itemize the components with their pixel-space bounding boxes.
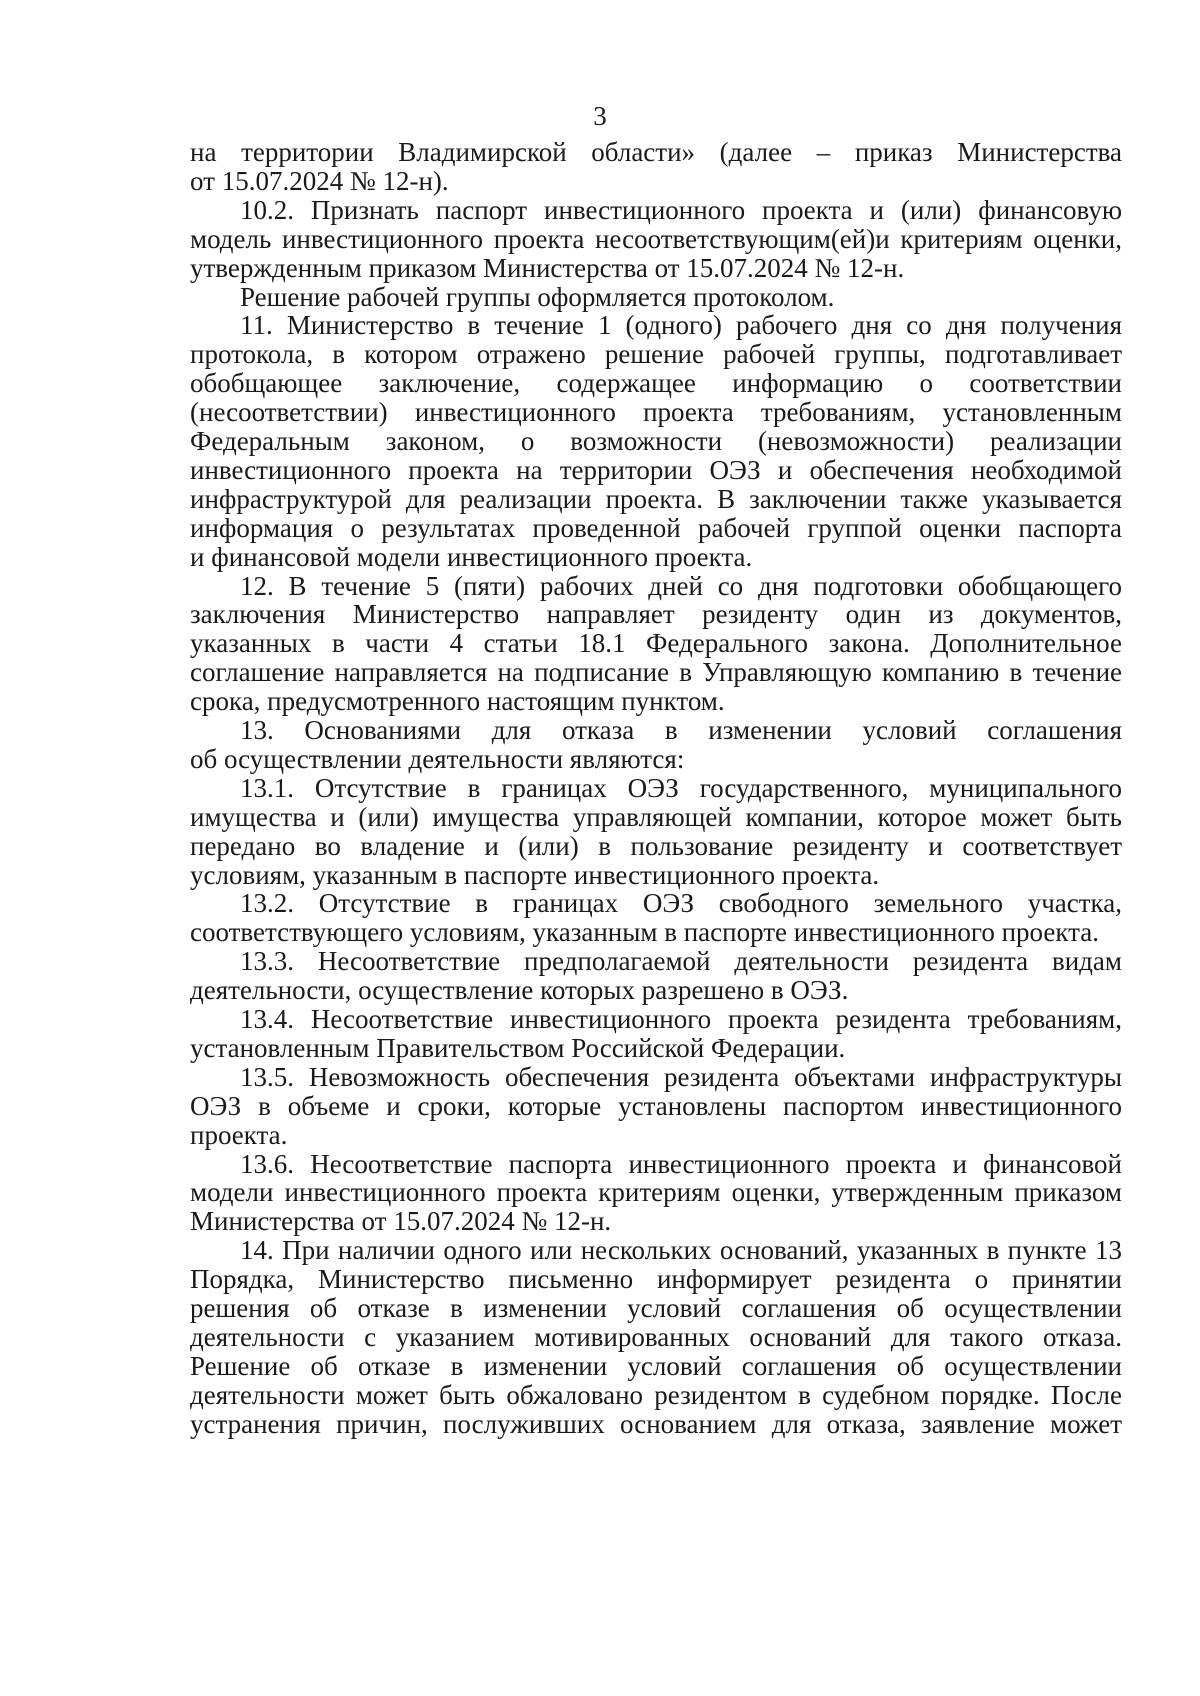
- text-line: информация о результатах проведенной рабочей группой оценки паспорта: [190, 513, 1122, 543]
- text-line: Порядка, Министерство письменно информирует резидента о принятии: [190, 1264, 1122, 1294]
- text-line: на территории Владимирской области» (далее – приказ Министерства: [190, 137, 1122, 167]
- text-line: Решение об отказе в изменении условий соглашения об осуществлении: [190, 1351, 1122, 1381]
- text-line: 13. Основаниями для отказа в изменении условий соглашения: [240, 715, 1122, 745]
- text-line: 10.2. Признать паспорт инвестиционного проекта и (или) финансовую: [240, 195, 1122, 225]
- text-line: проекта.: [190, 1120, 288, 1150]
- text-line: указанных в части 4 статьи 18.1 Федерального закона. Дополнительное: [190, 628, 1122, 658]
- text-line: инвестиционного проекта на территории ОЭЗ и обеспечения необходимой: [190, 455, 1122, 485]
- text-line: Министерства от 15.07.2024 № 12-н.: [190, 1206, 612, 1236]
- text-line: 11. Министерство в течение 1 (одного) рабочего дня со дня получения: [240, 310, 1122, 340]
- text-line: инфраструктурой для реализации проекта. В заключении также указывается: [190, 484, 1122, 514]
- text-line: обобщающее заключение, содержащее информацию о соответствии: [190, 368, 1122, 398]
- text-line: 13.5. Невозможность обеспечения резидента объектами инфраструктуры: [240, 1062, 1122, 1092]
- text-line: 12. В течение 5 (пяти) рабочих дней со дня подготовки обобщающего: [240, 571, 1122, 601]
- text-line: передано во владение и (или) в пользование резиденту и соответствует: [190, 831, 1122, 861]
- text-line: имущества и (или) имущества управляющей компании, которое может быть: [190, 802, 1122, 832]
- text-line: об осуществлении деятельности являются:: [190, 744, 685, 774]
- text-line: деятельности, осуществление которых разрешено в ОЭЗ.: [190, 975, 849, 1005]
- text-line: (несоответствии) инвестиционного проекта требованиям, установленным: [190, 397, 1122, 427]
- text-line: протокола, в котором отражено решение рабочей группы, подготавливает: [190, 339, 1122, 369]
- text-line: ОЭЗ в объеме и сроки, которые установлены паспортом инвестиционного: [190, 1091, 1122, 1121]
- text-line: деятельности с указанием мотивированных оснований для такого отказа.: [190, 1322, 1122, 1352]
- text-line: заключения Министерство направляет резиденту один из документов,: [190, 599, 1122, 629]
- text-line: устранения причин, послуживших основанием для отказа, заявление может: [190, 1409, 1122, 1439]
- text-line: 13.2. Отсутствие в границах ОЭЗ свободного земельного участка,: [240, 888, 1122, 918]
- text-line: установленным Правительством Российской Федерации.: [190, 1033, 846, 1063]
- text-line: соглашение направляется на подписание в Управляющую компанию в течение: [190, 657, 1122, 687]
- page-number: 3: [593, 101, 607, 131]
- text-line: деятельности может быть обжаловано резидентом в судебном порядке. После: [190, 1380, 1122, 1410]
- text-line: 13.3. Несоответствие предполагаемой деятельности резидента видам: [240, 946, 1122, 976]
- text-line: утвержденным приказом Министерства от 15.07.2024 № 12-н.: [190, 253, 905, 283]
- text-line: модели инвестиционного проекта критериям оценки, утвержденным приказом: [190, 1177, 1122, 1207]
- text-line: условиям, указанным в паспорте инвестиционного проекта.: [190, 860, 880, 890]
- text-line: 13.6. Несоответствие паспорта инвестиционного проекта и финансовой: [240, 1149, 1122, 1179]
- text-line: и финансовой модели инвестиционного проекта.: [190, 542, 753, 572]
- text-line: Федеральным законом, о возможности (невозможности) реализации: [190, 426, 1122, 456]
- text-line: 14. При наличии одного или нескольких оснований, указанных в пункте 13: [240, 1235, 1122, 1265]
- text-line: решения об отказе в изменении условий соглашения об осуществлении: [190, 1293, 1122, 1323]
- text-line: модель инвестиционного проекта несоответствующим(ей)и критериям оценки,: [190, 224, 1122, 254]
- text-line: Решение рабочей группы оформляется протоколом.: [240, 282, 835, 312]
- text-line: соответствующего условиям, указанным в паспорте инвестиционного проекта.: [190, 917, 1099, 947]
- text-line: 13.4. Несоответствие инвестиционного проекта резидента требованиям,: [240, 1004, 1122, 1034]
- text-line: 13.1. Отсутствие в границах ОЭЗ государственного, муниципального: [240, 773, 1122, 803]
- text-line: срока, предусмотренного настоящим пунктом.: [190, 686, 725, 716]
- text-line: от 15.07.2024 № 12-н).: [190, 166, 449, 196]
